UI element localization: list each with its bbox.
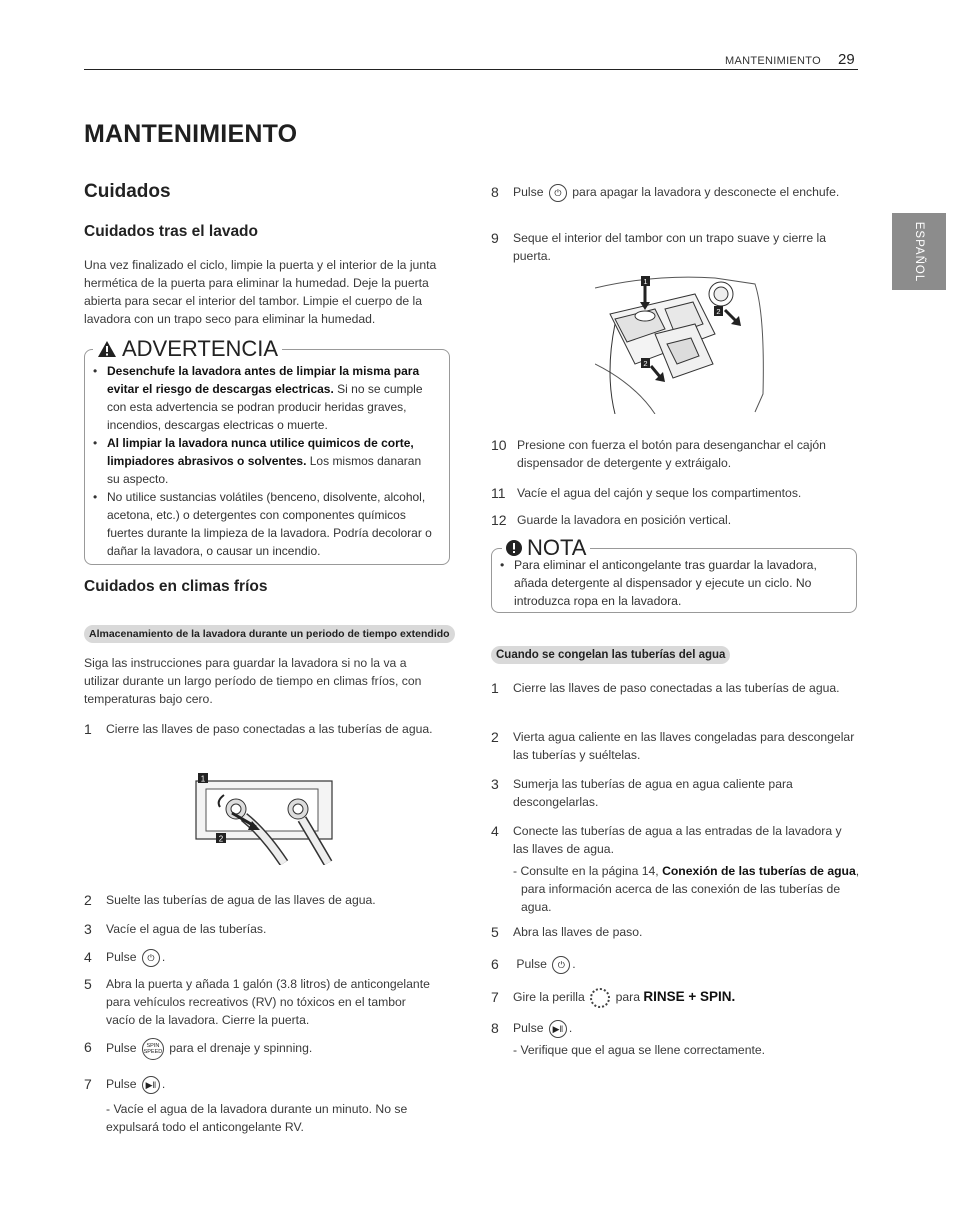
step-text: Abra las llaves de paso.: [513, 925, 643, 939]
figure-label-2: 2: [716, 307, 721, 316]
step-text: Pulse: [106, 950, 137, 964]
step-text: Pulse: [513, 185, 544, 199]
play-pause-icon: ▶‖: [142, 1076, 160, 1094]
step-7-note: - Vacíe el agua de la lavadora durante un minuto. No se expulsará todo el anticongelante RV.: [106, 1102, 408, 1134]
figure-detergent-drawer: [595, 274, 767, 414]
step-number: 11: [491, 485, 506, 501]
page-title: MANTENIMIENTO: [84, 120, 298, 148]
rinse-spin-label: RINSE + SPIN.: [643, 989, 736, 1005]
freeze-step-4-note: [513, 862, 861, 916]
step-5: [84, 975, 434, 1029]
step-number: 5: [491, 924, 499, 940]
step-text: Vierta agua caliente en las llaves congeladas para descongelar las tuberías y suéltelas.: [513, 730, 855, 762]
exclamation-icon: [506, 540, 522, 556]
warning-item-text: Los mismos danaran su aspecto.: [107, 454, 422, 486]
step-number: 12: [491, 512, 507, 528]
step-number: 4: [491, 823, 499, 839]
dial-knob-icon: [590, 988, 610, 1008]
step-9: [491, 229, 856, 265]
warning-item: [93, 488, 433, 560]
step-text: Seque el interior del tambor con un trapo suave y cierre la puerta.: [513, 231, 826, 263]
freeze-step-8: 8 Pulse ▶‖ .: [491, 1020, 573, 1036]
subsection-pill-almacenamiento: Almacenamiento de la lavadora durante un periodo de tiempo extendido: [84, 625, 455, 643]
step-1: [84, 720, 434, 738]
freeze-step-5: [491, 923, 859, 941]
step-text: Pulse: [516, 957, 547, 971]
freeze-step-3: [491, 775, 859, 811]
step-text: Pulse: [106, 1041, 137, 1056]
step-text-2: para el drenaje y spinning.: [169, 1041, 313, 1056]
step-number: 7: [84, 1076, 92, 1092]
step-number: 5: [84, 976, 92, 992]
warning-item-bold: Al limpiar la lavadora nunca utilice quimicos de corte, limpiadores abrasivos o solventes.: [107, 436, 414, 468]
page-number: 29: [838, 51, 855, 68]
step-number: 6: [84, 1039, 92, 1055]
speed-icon-text: SPEED: [143, 1049, 163, 1055]
step-text: Cierre las llaves de paso conectadas a las tuberías de agua.: [513, 681, 840, 695]
subsection-pill-congelan: Cuando se congelan las tuberías del agua: [491, 646, 730, 664]
step-text: Vacíe el agua de las tuberías.: [106, 922, 267, 936]
language-tab-label: ESPAÑOL: [913, 221, 925, 282]
play-pause-icon: ▶‖: [549, 1020, 567, 1038]
section-heading-cuidados: Cuidados: [84, 181, 171, 202]
step-text: Vacíe el agua del cajón y seque los compartimentos.: [517, 486, 802, 500]
step-number: 9: [491, 230, 499, 246]
step-number: 8: [491, 184, 499, 200]
step-text-2: para apagar la lavadora y desconecte el enchufe.: [572, 185, 840, 199]
step-number: 1: [491, 680, 499, 696]
step-12: [491, 511, 861, 529]
warning-title: [93, 336, 282, 362]
step-number: 3: [491, 776, 499, 792]
language-tab: [892, 213, 946, 290]
warning-item: [93, 362, 433, 434]
warning-item-text: Si no se cumple con esta advertencia se podran producir heridas graves, incendios, descargas electricas o muerte.: [107, 382, 423, 432]
step-6: [84, 1038, 434, 1060]
step-number: 4: [84, 949, 92, 965]
figure-label-1: 1: [200, 774, 206, 784]
spin-speed-icon: [142, 1038, 164, 1060]
step-text: Gire la perilla: [513, 990, 585, 1005]
figure-water-taps: [194, 773, 336, 865]
note-item: • Para eliminar el anticongelante tras guardar la lavadora, añada detergente al dispensador y ejecute un ciclo. No introduzca ropa en la lavadora.: [500, 556, 845, 610]
freeze-step-8-note: - Verifique que el agua se llene correctamente.: [513, 1043, 766, 1057]
step-7: 7 Pulse ▶‖ .: [84, 1076, 166, 1092]
climas-intro-text: Siga las instrucciones para guardar la lavadora si no la va a utilizar durante un largo período de tiempo en climas fríos, con temperaturas bajo cero.: [84, 656, 422, 706]
step-text-2: para: [615, 990, 640, 1005]
step-number: 2: [84, 892, 92, 908]
warning-title-text: ADVERTENCIA: [122, 336, 279, 361]
step-number: 6: [491, 956, 499, 972]
note-box: [491, 535, 857, 613]
power-icon: ⏻: [142, 949, 160, 967]
spin-icon-text: SPIN: [146, 1043, 160, 1049]
step-8: [491, 183, 856, 202]
heading-tras-lavado: Cuidados tras el lavado: [84, 223, 258, 240]
step-3: [84, 920, 434, 938]
freeze-step-1: [491, 679, 859, 697]
step-text: Abra la puerta y añada 1 galón (3.8 litros) de anticongelante para vehículos recreativos (RV) no tóxicos en el tambor vacío de la lavadora. Cierre la puerta.: [106, 977, 430, 1027]
step-number: 8: [491, 1020, 499, 1036]
warning-item-bold: Desenchufe la lavadora antes de limpiar la misma para evitar el riesgo de descargas electricas.: [107, 364, 420, 396]
step-text: Sumerja las tuberías de agua en agua caliente para descongelarlas.: [513, 777, 793, 809]
tras-lavado-text: Una vez finalizado el ciclo, limpie la puerta y el interior de la junta hermética de la puerta para eliminar la humedad. Deje la puerta abierta para secar el interior del tambor. Limpie el cuerpo de la lavadora con un trapo seco para eliminar la humedad.: [84, 258, 437, 326]
step-number: 10: [491, 437, 507, 453]
step-number: 2: [491, 729, 499, 745]
warning-item: [93, 434, 433, 488]
figure-label-2: 2: [218, 834, 224, 844]
note-title-text: NOTA: [527, 535, 587, 560]
step-text: Guarde la lavadora en posición vertical.: [517, 513, 732, 527]
step-number: 1: [84, 721, 92, 737]
warning-list: [93, 362, 433, 560]
figure-label-1: 1: [643, 277, 648, 286]
freeze-step-6: 6 Pulse ⏻ .: [491, 956, 576, 972]
warning-triangle-icon: [97, 340, 117, 358]
note-list: [500, 556, 845, 610]
step-text: Presione con fuerza el botón para desenganchar el cajón dispensador de detergente y extráigalo.: [517, 438, 826, 470]
header-section-title: MANTENIMIENTO: [725, 55, 821, 67]
note-text-b: , para información acerca de las conexión de las tuberías de agua.: [521, 864, 860, 914]
warning-item-text: No utilice sustancias volátiles (benceno, disolvente, alcohol, acetona, etc.) o detergentes con componentes químicos fuertes durante la limpieza de la lavadora. Podría decolorar o dañar la lavadora, o causar un incendio.: [107, 490, 432, 558]
note-link-bold: Conexión de las tuberías de agua: [662, 864, 856, 878]
step-number: 7: [491, 989, 499, 1005]
header-rule: [84, 69, 858, 70]
freeze-step-4: [491, 822, 859, 858]
warning-box: [84, 336, 450, 565]
step-11: [491, 484, 861, 502]
figure-label-2: 2: [643, 359, 648, 368]
step-text: Pulse: [513, 1021, 544, 1035]
step-4: 4 Pulse ⏻ .: [84, 949, 166, 965]
freeze-step-7: [491, 988, 859, 1008]
note-text-a: - Consulte en la página 14,: [513, 864, 663, 878]
step-text: Conecte las tuberías de agua a las entradas de la lavadora y las llaves de agua.: [513, 824, 842, 856]
step-text: Pulse: [106, 1077, 137, 1091]
step-text: Suelte las tuberías de agua de las llaves de agua.: [106, 893, 376, 907]
step-2: [84, 891, 434, 909]
step-number: 3: [84, 921, 92, 937]
heading-climas-frios: Cuidados en climas fríos: [84, 578, 268, 595]
step-text: Cierre las llaves de paso conectadas a las tuberías de agua.: [106, 722, 433, 736]
power-icon: ⏻: [552, 956, 570, 974]
freeze-step-2: [491, 728, 859, 764]
step-10: [491, 436, 861, 472]
power-icon: ⏻: [549, 184, 567, 202]
